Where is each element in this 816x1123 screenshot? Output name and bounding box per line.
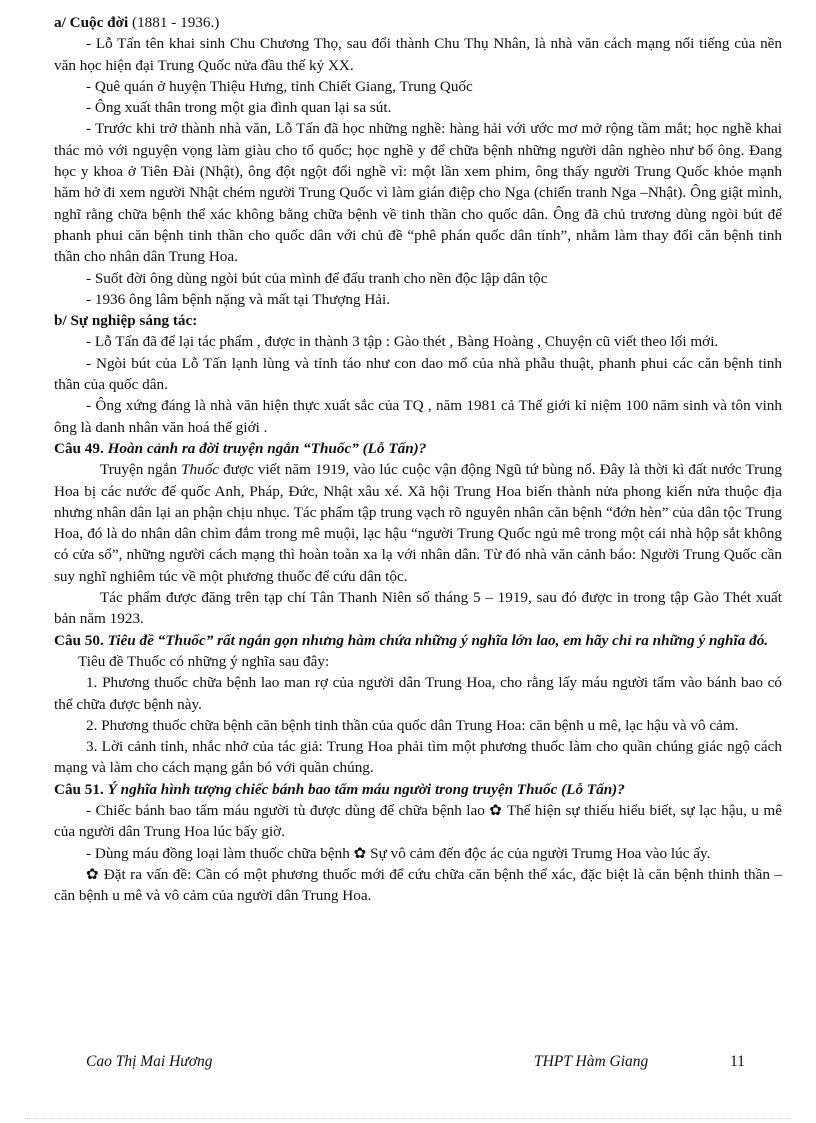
flower-arrow-icon: ✿: [86, 865, 100, 883]
section-b-paragraph: - Ông xứng đáng là nhà văn hiện thực xuất sắc của TQ , năm 1981 cả Thế giới kỉ niệm 100 năm sinh và tôn vinh ông là danh nhân văn hoá thế giới .: [54, 397, 782, 436]
page-bottom-divider: [24, 1118, 792, 1119]
answer-text: Thể hiện sự thiếu hiểu biết, sự lạc hậu, u mê của người dân Trung Hoa lúc bấy giờ.: [54, 801, 782, 841]
section-a-paragraph: - Lỗ Tấn tên khai sinh Chu Chương Thọ, sau đổi thành Chu Thụ Nhân, là nhà văn cách mạng nổi tiếng của nền văn học hiện đại Trung Quốc nửa đầu thế kỷ XX.: [54, 35, 782, 74]
answer-text: Truyện ngắn: [100, 461, 182, 479]
flower-arrow-icon: ✿: [489, 801, 503, 819]
answer-text: Sự vô cảm đến độc ác của người Trumg Hoa vào lúc ấy.: [366, 844, 711, 862]
section-a-heading-line: [54, 12, 782, 33]
section-a-paragraph: - Ông xuất thân trong một gia đình quan lại sa sút.: [86, 99, 392, 117]
answer-text: - Chiếc bánh bao tẩm máu người tù được dùng để chữa bệnh lao: [86, 801, 490, 819]
document-page: [54, 12, 782, 906]
question-51-label: Câu 51.: [54, 780, 104, 798]
answer-text: - Dùng máu đồng loại làm thuốc chữa bệnh: [86, 844, 354, 862]
work-title: Thuốc: [181, 461, 220, 479]
question-50-heading: [54, 630, 782, 651]
section-a-heading: a/ Cuộc đời: [54, 14, 129, 31]
question-51-text: Ý nghĩa hình tượng chiếc bánh bao tẩm máu người trong truyện Thuốc (Lỗ Tấn)?: [103, 780, 625, 798]
footer-author: Cao Thị Mai Hương: [86, 1053, 213, 1070]
question-49-label: Câu 49.: [54, 439, 104, 457]
flower-arrow-icon: ✿: [353, 844, 367, 862]
page-number: 11: [730, 1053, 745, 1070]
answer-text: Đặt ra vấn đề: Cần có một phương thuốc mới để cứu chữa căn bệnh thể xác, đặc biệt là căn bệnh thinh thần – căn bệnh u mê và vô cảm của người dân Trung Hoa.: [54, 865, 782, 905]
question-50-item: 3. Lời cảnh tỉnh, nhắc nhở của tác giả: Trung Hoa phải tìm một phương thuốc làm cho quần chúng giác ngộ cách mạng và làm cho cách mạng gắn bó với quần chúng.: [54, 738, 782, 777]
section-b-paragraph: - Ngòi bút của Lỗ Tấn lạnh lùng và tỉnh táo như con dao mổ của nhà phẫu thuật, phanh phui các căn bệnh tinh thần của quốc dân.: [54, 354, 782, 394]
section-a-paragraph: - Quê quán ở huyện Thiệu Hưng, tỉnh Chiết Giang, Trung Quốc: [86, 77, 473, 95]
answer-text: được viết năm 1919, vào lúc cuộc vận động Ngũ tứ bùng nổ. Đây là thời kì đất nước Trung Hoa bị các nước đế quốc Anh, Pháp, Đức, Nhật xâu xé. Xã hội Trung Hoa biến thành nửa phong kiến nửa thuộc địa nhưng nhân dân lại an phận chịu nhục. Tác phẩm tập trung vạch rõ nguyên nhân căn bệnh “đớn hèn” của dân tộc Trung Hoa, đó là do nhân dân chìm đắm trong mê muội, lạc hậu “người Trung Quốc ngủ mê trong một cái nhà hộp sắt không có cửa sổ”, những người cách mạng thì hoàn toàn xa lạ với nhân dân. Từ đó nhà văn cảnh báo: Người Trung Quốc cần suy nghĩ nghiêm túc về một phương thuốc để cứu dân tộc.: [54, 461, 782, 585]
page-footer: [86, 1053, 756, 1075]
section-a-paragraph: - Suốt đời ông dùng ngòi bút của mình để đấu tranh cho nền độc lập dân tộc: [86, 269, 548, 287]
question-51-heading: [54, 779, 782, 800]
question-51-answer: [54, 843, 782, 864]
question-49-answer: Tác phẩm được đăng trên tạp chí Tân Thanh Niên số tháng 5 – 1919, sau đó được in trong tập Gào Thét xuất bản năm 1923.: [54, 589, 782, 628]
question-50-intro: Tiêu đề Thuốc có những ý nghĩa sau đây:: [78, 652, 330, 670]
question-49-text: Hoàn cảnh ra đời truyện ngắn “Thuốc” (Lỗ Tấn)?: [103, 439, 427, 457]
footer-school: THPT Hàm Giang: [534, 1053, 649, 1070]
question-50-item: 2. Phương thuốc chữa bệnh căn bệnh tinh thần của quốc dân Trung Hoa: căn bệnh u mê, lạc hậu và vô cảm.: [86, 716, 739, 734]
question-51-answer: [54, 800, 782, 843]
question-49-answer: [54, 459, 782, 587]
section-a-years: (1881 - 1936.): [128, 14, 220, 31]
question-50-item: 1. Phương thuốc chữa bệnh lao man rợ của người dân Trung Hoa, cho rằng lấy máu người tẩm vào bánh bao có thể chữa được bệnh này.: [54, 674, 782, 713]
question-51-answer: [54, 864, 782, 907]
question-49-heading: [54, 438, 782, 459]
question-50-label: Câu 50.: [54, 631, 104, 649]
question-50-text: Tiêu đề “Thuốc” rất ngắn gọn nhưng hàm chứa những ý nghĩa lớn lao, em hãy chỉ ra những ý nghĩa đó.: [103, 631, 769, 649]
section-b-heading: b/ Sự nghiệp sáng tác:: [54, 312, 198, 330]
section-b-paragraph: - Lỗ Tấn đã để lại tác phẩm , được in thành 3 tập : Gào thét , Bàng Hoàng , Chuyện cũ viết theo lối mới.: [86, 333, 719, 351]
section-a-paragraph: - 1936 ông lâm bệnh nặng và mất tại Thượng Hải.: [86, 290, 391, 308]
section-a-paragraph: - Trước khi trở thành nhà văn, Lỗ Tấn đã học những nghề: hàng hải với ước mơ mở rộng tầm mắt; học nghề khai thác mỏ với nguyện vọng làm giàu cho tổ quốc; học nghề y để chữa bệnh những người dân nghèo như bố ông. Đang học y khoa ở Tiên Đài (Nhật), ông đột ngột đổi nghề vì: một lần xem phim, ông thấy người Trung Quốc khỏe mạnh hăm hở đi xem người Nhật chém người Trung Quốc vì làm gián điệp cho Nga (chiến tranh Nga –Nhật). Ông giật mình, nghĩ rằng chữa bệnh thể xác không bằng chữa bệnh về tinh thần cho quốc dân. Ông đã chủ trương dùng ngòi bút để phanh phui căn bệnh tinh thần cho quốc dân với chủ đề “phê phán quốc dân tính”, nhằm làm thay đổi căn bệnh tinh thần cho nhân dân Trung Hoa.: [54, 120, 782, 266]
